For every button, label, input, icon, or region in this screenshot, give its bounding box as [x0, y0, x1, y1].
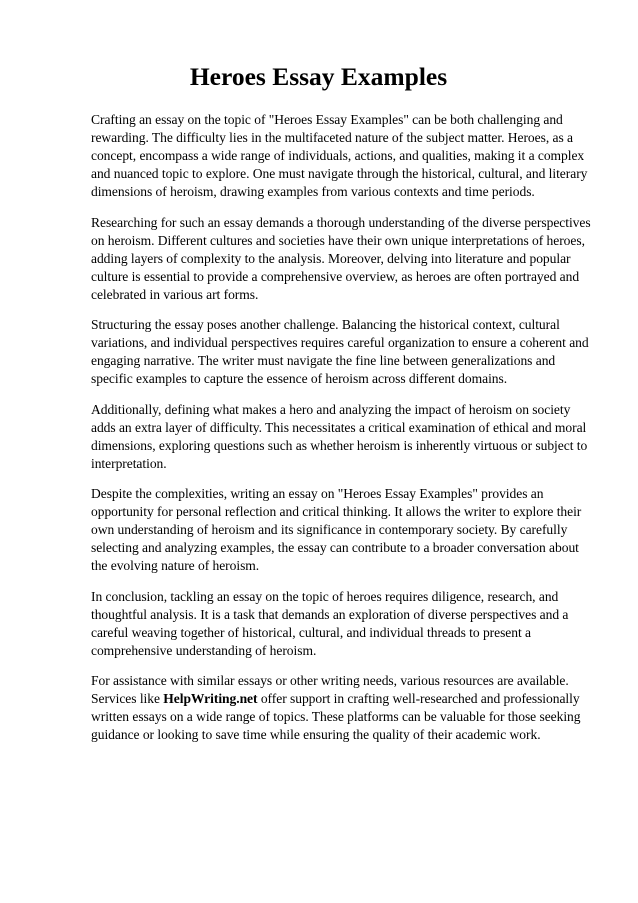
paragraph-opportunity: Despite the complexities, writing an essay on "Heroes Essay Examples" provides an opportunity for personal reflection and critical thinking. It allows the writer to explore their own understanding of heroism and its significance in contemporary society. By carefully selecting and analyzing examples, the essay can contribute to a broader conversation about the evolving nature of heroism. — [91, 486, 582, 573]
paragraph-conclusion: In conclusion, tackling an essay on the topic of heroes requires diligence, research, and thoughtful analysis. It is a task that demands an exploration of diverse perspectives and a careful weaving together of historical, cultural, and individual threads to present a comprehensive understanding of heroism. — [91, 588, 569, 658]
assistance-text-before: For assistance with similar essays or other writing needs, various resources are available. Services like — [91, 673, 569, 706]
page-title: Heroes Essay Examples — [189, 62, 448, 91]
paragraph-research: Researching for such an essay demands a thorough understanding of the diverse perspectives on heroism. Different cultures and societies have their own unique interpretations of heroes, adding layers of complexity to the analysis. Moreover, delving into literature and popular culture is essential to provide a comprehensive overview, as heroes are often portrayed and celebrated in various art forms. — [91, 214, 591, 302]
brand-name: HelpWriting.net — [163, 691, 258, 706]
paragraph-defining: Additionally, defining what makes a hero and analyzing the impact of heroism on society adds an extra layer of difficulty. This necessitates a critical examination of ethical and moral dimensions, exploring questions such as whether heroism is inherently virtuous or subject to interpretation. — [91, 401, 588, 471]
paragraph-intro: Crafting an essay on the topic of "Heroes Essay Examples" can be both challenging and rewarding. The difficulty lies in the multifaceted nature of the subject matter. Heroes, as a concept, encompass a wide range of individuals, actions, and qualities, making it a complex and nuanced topic to explore. One must navigate through the historical, cultural, and literary dimensions of heroism, drawing examples from various contexts and time periods. — [91, 112, 588, 199]
assistance-text-after: offer support in crafting well-researched and professionally written essays on a wide range of topics. These platforms can be valuable for those seeking guidance or looking to save time while ensuring the quality of their academic work. — [91, 691, 581, 742]
paragraph-assistance — [91, 672, 596, 744]
paragraph-structure: Structuring the essay poses another challenge. Balancing the historical context, cultural variations, and individual perspectives requires careful organization to ensure a coherent and engaging narrative. The writer must navigate the fine line between generalizations and specific examples to capture the essence of heroism across different domains. — [91, 317, 589, 386]
